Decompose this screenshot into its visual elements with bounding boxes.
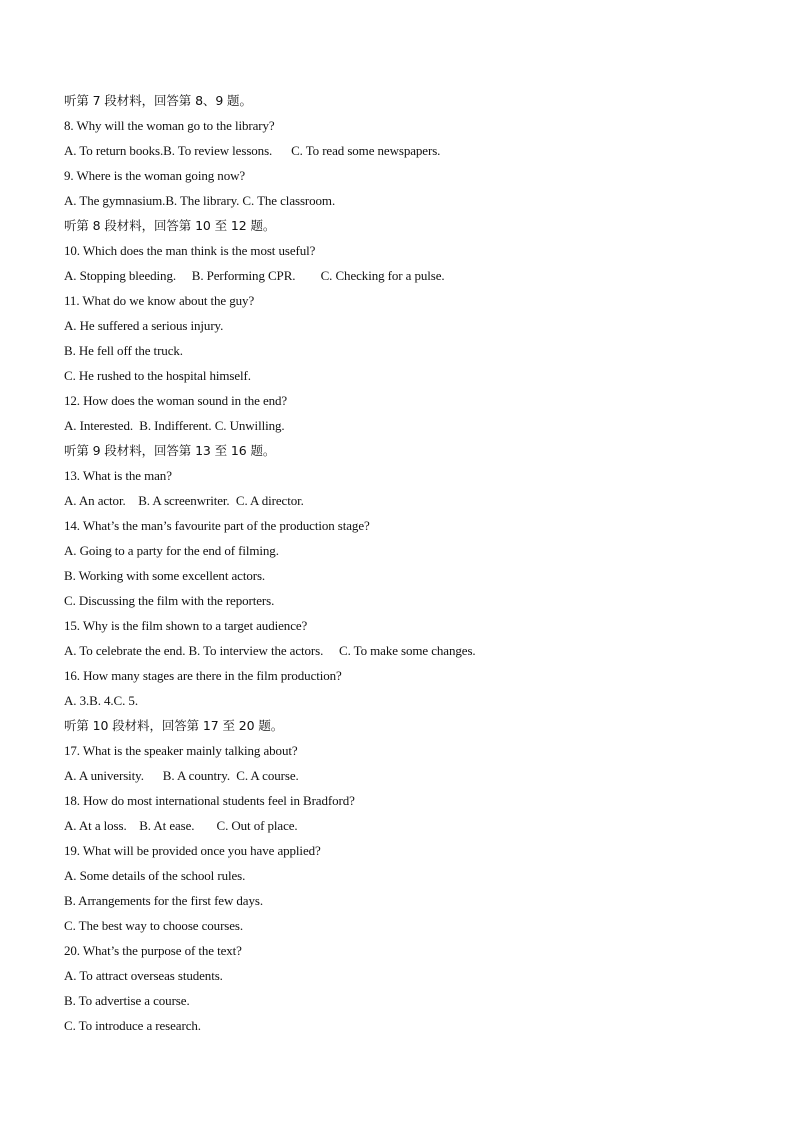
answer-options: A. At a loss. B. At ease. C. Out of place. xyxy=(64,818,298,833)
answer-options: C. Discussing the film with the reporters. xyxy=(64,593,275,608)
question-text: 13. What is the man? xyxy=(64,468,172,483)
section-heading: 听第 7 段材料，回答第 8、9 题。 xyxy=(64,93,252,108)
question-text: 20. What’s the purpose of the text? xyxy=(64,943,242,958)
answer-options: A. Stopping bleeding. B. Performing CPR. C. Checking for a pulse. xyxy=(64,268,445,283)
question-text: 15. Why is the film shown to a target audience? xyxy=(64,618,308,633)
answer-options: A. A university. B. A country. C. A course. xyxy=(64,768,299,783)
question-text: 11. What do we know about the guy? xyxy=(64,293,255,308)
question-text: 8. Why will the woman go to the library? xyxy=(64,118,275,133)
question-text: 9. Where is the woman going now? xyxy=(64,168,246,183)
answer-options: A. He suffered a serious injury. xyxy=(64,318,224,333)
question-text: 16. How many stages are there in the film production? xyxy=(64,668,342,683)
answer-options: A. The gymnasium.B. The library. C. The classroom. xyxy=(64,193,336,208)
question-text: 17. What is the speaker mainly talking about? xyxy=(64,743,298,758)
question-text: 10. Which does the man think is the most useful? xyxy=(64,243,316,258)
answer-options: A. 3.B. 4.C. 5. xyxy=(64,693,138,708)
answer-options: B. Arrangements for the first few days. xyxy=(64,893,263,908)
question-text: 19. What will be provided once you have applied? xyxy=(64,843,321,858)
answer-options: C. The best way to choose courses. xyxy=(64,918,244,933)
answer-options: B. He fell off the truck. xyxy=(64,343,183,358)
answer-options: B. Working with some excellent actors. xyxy=(64,568,266,583)
answer-options: A. Some details of the school rules. xyxy=(64,868,246,883)
section-heading: 听第 8 段材料，回答第 10 至 12 题。 xyxy=(64,218,276,233)
question-list xyxy=(64,88,754,1038)
section-heading: 听第 10 段材料，回答第 17 至 20 题。 xyxy=(64,718,284,733)
question-text: 14. What’s the man’s favourite part of the production stage? xyxy=(64,518,370,533)
answer-options: A. Interested. B. Indifferent. C. Unwilling. xyxy=(64,418,285,433)
answer-options: C. To introduce a research. xyxy=(64,1018,201,1033)
answer-options: B. To advertise a course. xyxy=(64,993,190,1008)
answer-options: A. An actor. B. A screenwriter. C. A director. xyxy=(64,493,304,508)
section-heading: 听第 9 段材料，回答第 13 至 16 题。 xyxy=(64,443,276,458)
answer-options: A. To return books.B. To review lessons. C. To read some newspapers. xyxy=(64,143,441,158)
answer-options: C. He rushed to the hospital himself. xyxy=(64,368,251,383)
question-text: 12. How does the woman sound in the end? xyxy=(64,393,288,408)
answer-options: A. To celebrate the end. B. To interview the actors. C. To make some changes. xyxy=(64,643,476,658)
answer-options: A. Going to a party for the end of filming. xyxy=(64,543,279,558)
question-text: 18. How do most international students feel in Bradford? xyxy=(64,793,355,808)
answer-options: A. To attract overseas students. xyxy=(64,968,223,983)
